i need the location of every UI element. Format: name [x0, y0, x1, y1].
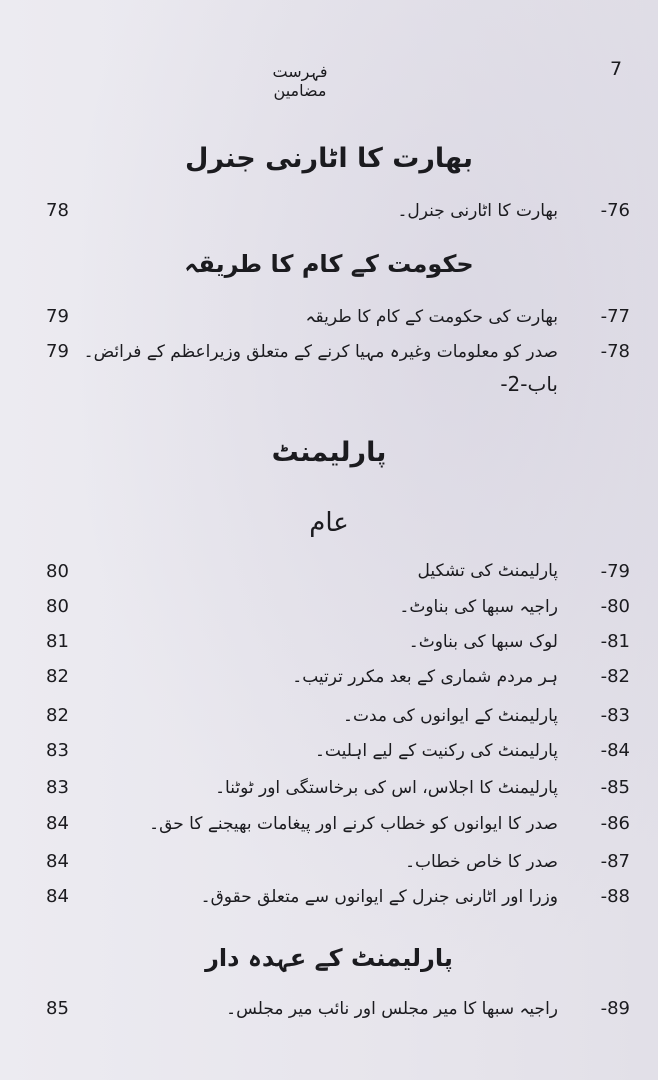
toc-row	[0, 561, 658, 591]
toc-page: 79	[46, 306, 69, 327]
toc-page: 84	[46, 813, 69, 834]
toc-number: -83	[600, 705, 630, 726]
section-heading-officers: پارلیمنٹ کے عہدہ دار	[205, 944, 453, 972]
toc-number: -81	[600, 631, 630, 652]
toc-title: پارلیمنٹ کی تشکیل	[417, 561, 558, 581]
toc-row	[0, 740, 658, 770]
toc-page: 78	[46, 200, 69, 221]
toc-page: 79	[46, 341, 69, 362]
page-number: 7	[610, 58, 623, 80]
toc-title: صدر کو معلومات وغیرہ مہیا کرنے کے متعلق وزیراعظم کے فرائض۔	[83, 342, 558, 362]
toc-title: صدر کا ایوانوں کو خطاب کرنے اور پیغامات بھیجنے کا حق۔	[149, 814, 558, 834]
toc-title: لوک سبھا کی بناوٹ۔	[408, 632, 558, 652]
toc-page: 80	[46, 596, 69, 617]
toc-page: 85	[46, 998, 69, 1019]
toc-row	[0, 705, 658, 735]
toc-page: 83	[46, 740, 69, 761]
toc-number: -80	[600, 596, 630, 617]
toc-page: 82	[46, 705, 69, 726]
toc-page: 80	[46, 561, 69, 582]
toc-title: وزرا اور اٹارنی جنرل کے ایوانوں سے متعلق حقوق۔	[200, 887, 558, 907]
toc-page: 83	[46, 777, 69, 798]
toc-row	[0, 631, 658, 661]
toc-title: بھارت کی حکومت کے کام کا طریقہ	[305, 307, 558, 327]
toc-number: -89	[600, 998, 630, 1019]
section-heading-parliament: پارلیمنٹ	[271, 437, 387, 468]
toc-number: -86	[600, 813, 630, 834]
toc-page: 84	[46, 851, 69, 872]
toc-number: -82	[600, 666, 630, 687]
chapter-label: باب-2-	[500, 372, 558, 396]
toc-number: -85	[600, 777, 630, 798]
running-header: فہرست مضامین	[272, 62, 328, 100]
toc-title: ہر مردم شماری کے بعد مکرر ترتیب۔	[292, 667, 558, 687]
section-heading-attorney-general: بھارت کا اٹارنی جنرل	[184, 143, 474, 174]
toc-title: پارلیمنٹ کی رکنیت کے لیے اہلیت۔	[314, 741, 558, 761]
section-heading-conduct-of-business: حکومت کے کام کا طریقہ	[184, 250, 474, 278]
toc-title: بھارت کا اٹارنی جنرل۔	[397, 201, 558, 221]
toc-row	[0, 596, 658, 626]
toc-row	[0, 200, 658, 230]
toc-number: -87	[600, 851, 630, 872]
toc-title: راجیہ سبھا کا میر مجلس اور نائب میر مجلس۔	[226, 999, 558, 1019]
toc-number: -88	[600, 886, 630, 907]
toc-row	[0, 341, 658, 371]
toc-row	[0, 886, 658, 916]
toc-number: -84	[600, 740, 630, 761]
toc-title: پارلیمنٹ کا اجلاس، اس کی برخاستگی اور ٹوٹنا۔	[215, 778, 558, 798]
toc-row	[0, 777, 658, 807]
section-heading-general: عام	[309, 508, 349, 538]
toc-number: -76	[600, 200, 630, 221]
toc-page: 84	[46, 886, 69, 907]
toc-page: 81	[46, 631, 69, 652]
toc-row	[0, 998, 658, 1028]
toc-page: 82	[46, 666, 69, 687]
toc-number: -78	[600, 341, 630, 362]
toc-number: -77	[600, 306, 630, 327]
toc-title: راجیہ سبھا کی بناوٹ۔	[399, 597, 558, 617]
toc-number: -79	[600, 561, 630, 582]
toc-row	[0, 813, 658, 843]
toc-title: پارلیمنٹ کے ایوانوں کی مدت۔	[343, 706, 558, 726]
toc-title: صدر کا خاص خطاب۔	[405, 852, 558, 872]
toc-row	[0, 306, 658, 336]
toc-row	[0, 666, 658, 696]
toc-row	[0, 851, 658, 881]
